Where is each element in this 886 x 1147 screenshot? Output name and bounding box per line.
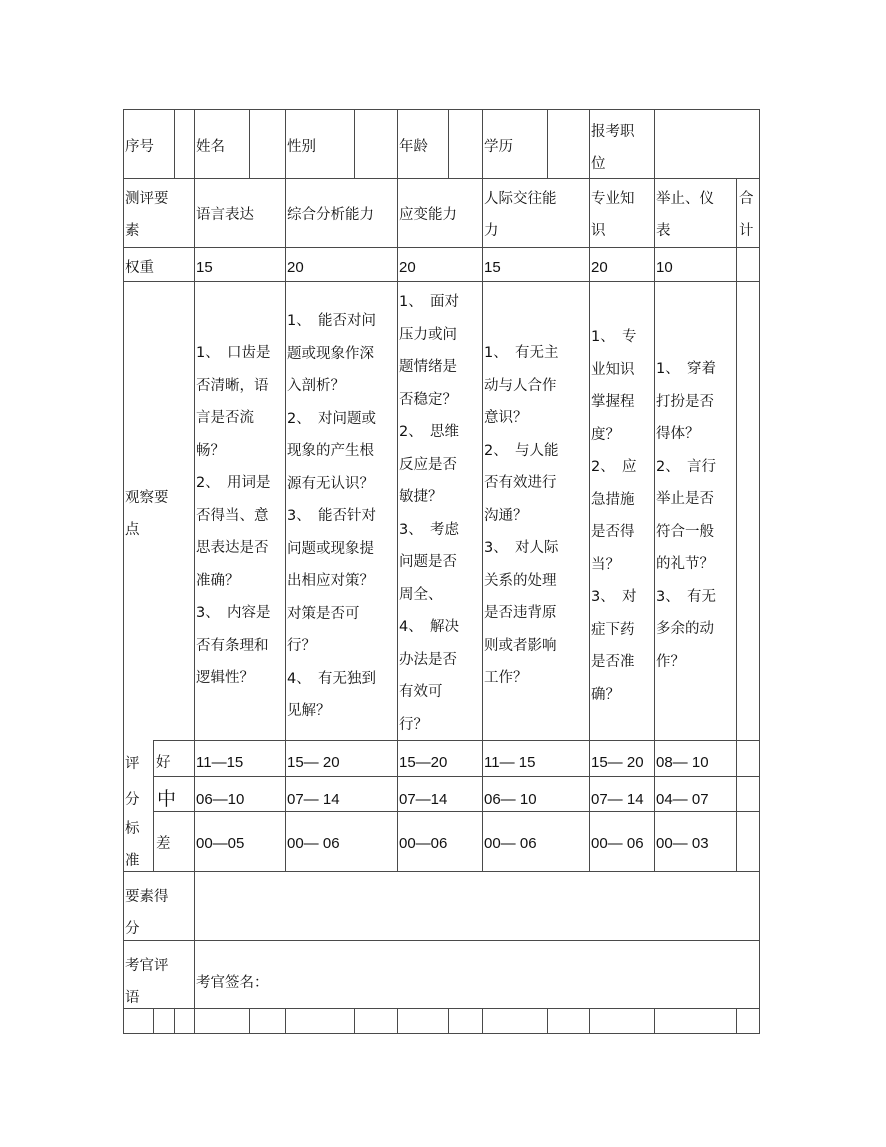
observation-line: 关系的处理: [484, 572, 557, 589]
element-professional: 专业知: [591, 191, 635, 207]
col-divider: [249, 1008, 250, 1033]
col-divider: [354, 1008, 355, 1033]
observation-line: 见解？: [287, 703, 331, 719]
observation-line: 打扮是否: [656, 393, 714, 410]
table-border-right: [759, 109, 760, 1033]
col-divider: [153, 740, 154, 871]
observation-line: 1、 有无主: [484, 345, 559, 361]
row-divider: [123, 178, 760, 179]
element-manner: 表: [656, 223, 671, 239]
score-medium-adapt: 07—14: [399, 791, 448, 808]
observation-line: 源有无认识？: [287, 475, 374, 492]
observation-line: 逻辑性？: [196, 670, 254, 686]
header-education: 学历: [484, 139, 513, 155]
observation-line: 得体？: [656, 426, 700, 442]
level-medium: 中: [157, 788, 177, 810]
observation-line: 度？: [591, 426, 620, 443]
header-name: 姓名: [196, 139, 225, 155]
weight-analysis: 20: [287, 259, 304, 276]
elements-label: 测评要: [125, 191, 169, 207]
observation-line: 出相应对策？: [287, 573, 374, 589]
col-divider: [249, 109, 250, 178]
observation-line: 动与人合作: [484, 377, 557, 394]
observation-line: 准确？: [196, 572, 240, 589]
observation-line: 的礼节？: [656, 556, 714, 572]
observation-line: 工作？: [484, 670, 528, 686]
col-divider: [285, 109, 286, 871]
observation-label: 点: [125, 522, 140, 538]
observation-line: 否有效进行: [484, 475, 557, 491]
row-divider: [123, 940, 760, 941]
observation-line: 业知识: [591, 361, 635, 378]
observation-line: 沟通？: [484, 507, 528, 524]
observation-label: 观察要: [125, 490, 169, 506]
score-medium-interpersonal: 06— 10: [484, 791, 537, 808]
observation-analysis: [287, 305, 376, 728]
observation-line: 反应是否: [399, 456, 457, 473]
observation-line: 1、 专: [591, 329, 637, 345]
col-divider: [448, 1008, 449, 1033]
observation-adapt: [399, 286, 459, 741]
col-divider: [654, 109, 655, 871]
weight-manner: 10: [656, 259, 673, 276]
header-position: 位: [591, 156, 606, 172]
col-divider: [397, 1008, 398, 1033]
header-age: 年龄: [399, 139, 428, 155]
scoring-label: 评: [125, 756, 140, 772]
col-divider: [448, 109, 449, 178]
observation-line: 办法是否: [399, 651, 457, 668]
score-good-analysis: 15— 20: [287, 754, 340, 771]
element-analysis: 综合分析能力: [287, 207, 374, 223]
observation-line: 1、 能否对问: [287, 313, 376, 329]
score-poor-analysis: 00— 06: [287, 835, 340, 852]
score-poor-adapt: 00—06: [399, 835, 448, 852]
observation-line: 对策是否可: [287, 605, 360, 622]
score-medium-professional: 07— 14: [591, 791, 644, 808]
observation-line: 周全、: [399, 586, 443, 603]
observation-line: 否得当、意: [196, 507, 269, 524]
observation-line: 行？: [399, 716, 428, 733]
scoring-label: 准: [125, 853, 140, 869]
col-divider: [654, 1008, 655, 1033]
observation-line: 是否违背原: [484, 605, 557, 621]
score-poor-language: 00—05: [196, 835, 245, 852]
observation-line: 入剖析？: [287, 378, 345, 394]
row-divider: [123, 1008, 760, 1009]
col-divider: [194, 109, 195, 1033]
observation-line: 是否准: [591, 654, 635, 670]
observation-line: 是否得: [591, 524, 635, 540]
col-divider: [397, 109, 398, 871]
observation-line: 急措施: [591, 491, 635, 508]
observation-line: 确？: [591, 686, 620, 703]
elements-label: 素: [125, 223, 140, 239]
observation-line: 2、 应: [591, 459, 637, 475]
observation-line: 多余的动: [656, 621, 714, 637]
col-divider: [547, 1008, 548, 1033]
observation-line: 当？: [591, 556, 620, 573]
element-total: 计: [739, 223, 754, 239]
observation-line: 2、 思维: [399, 424, 459, 440]
score-poor-professional: 00— 06: [591, 835, 644, 852]
col-divider: [174, 1008, 175, 1033]
observation-line: 作？: [656, 653, 685, 670]
observation-line: 畅？: [196, 442, 225, 459]
observation-line: 否清晰，语: [196, 377, 269, 394]
observation-line: 4、 解决: [399, 619, 459, 635]
observation-line: 掌握程: [591, 394, 635, 410]
observation-line: 意识？: [484, 410, 528, 426]
comment-label: 考官评: [125, 958, 169, 974]
table-border-bottom: [123, 1033, 760, 1034]
col-divider: [589, 1008, 590, 1033]
observation-line: 3、 内容是: [196, 605, 271, 621]
header-seq: 序号: [125, 139, 154, 155]
observation-line: 符合一般: [656, 523, 714, 540]
weight-adapt: 20: [399, 259, 416, 276]
score-medium-analysis: 07— 14: [287, 791, 340, 808]
table-border-left: [123, 109, 124, 1033]
scoring-label: 标: [125, 821, 140, 837]
row-divider: [123, 871, 760, 872]
observation-line: 症下药: [591, 621, 635, 638]
col-divider: [285, 1008, 286, 1033]
observation-line: 3、 能否针对: [287, 508, 376, 524]
header-gender: 性别: [287, 139, 316, 155]
weight-interpersonal: 15: [484, 259, 501, 276]
observation-line: 压力或问: [399, 326, 457, 343]
observation-line: 则或者影响: [484, 637, 557, 654]
observation-language: [196, 337, 270, 695]
weight-language: 15: [196, 259, 213, 276]
col-divider: [174, 109, 175, 178]
row-divider: [123, 247, 760, 248]
element-language: 语言表达: [196, 207, 254, 223]
observation-line: 4、 有无独到: [287, 670, 376, 687]
observation-line: 2、 言行: [656, 458, 716, 475]
level-poor: 差: [156, 836, 171, 852]
observation-line: 3、 有无: [656, 588, 716, 605]
comment-label: 语: [125, 990, 140, 1006]
element-total: 合: [739, 191, 754, 207]
element-adapt: 应变能力: [399, 207, 457, 223]
score-good-language: 11—15: [196, 754, 244, 771]
col-divider: [354, 109, 355, 178]
observation-line: 言是否流: [196, 410, 254, 426]
observation-line: 行？: [287, 638, 316, 654]
observation-line: 2、 用词是: [196, 475, 271, 491]
col-divider: [153, 1008, 154, 1033]
weight-label: 权重: [125, 260, 154, 276]
observation-line: 2、 与人能: [484, 442, 559, 459]
observation-line: 1、 面对: [399, 294, 459, 310]
observation-line: 2、 对问题或: [287, 410, 376, 427]
observation-line: 1、 穿着: [656, 361, 716, 377]
observation-line: 3、 对人际: [484, 540, 559, 556]
observation-line: 现象的产生根: [287, 443, 374, 459]
score-good-interpersonal: 11— 15: [484, 754, 536, 771]
observation-professional: [591, 321, 636, 711]
col-divider: [736, 1008, 737, 1033]
weight-professional: 20: [591, 259, 608, 276]
col-divider: [482, 109, 483, 871]
observation-line: 3、 对: [591, 589, 637, 605]
score-poor-manner: 00— 03: [656, 835, 709, 852]
element-score-label: 要素得: [125, 889, 169, 905]
observation-line: 敏捷？: [399, 489, 443, 505]
score-good-adapt: 15—20: [399, 754, 448, 771]
examiner-signature: 考官签名：: [196, 975, 269, 991]
element-interpersonal: 力: [484, 223, 499, 239]
observation-line: 否有条理和: [196, 637, 269, 654]
col-divider: [736, 178, 737, 871]
observation-line: 否稳定？: [399, 391, 457, 408]
scoring-label: 分: [125, 792, 140, 808]
observation-line: 题情绪是: [399, 359, 457, 375]
score-poor-interpersonal: 00— 06: [484, 835, 537, 852]
element-manner: 举止、仪: [656, 191, 714, 207]
observation-manner: [656, 353, 716, 678]
observation-interpersonal: [484, 337, 558, 695]
observation-line: 有效可: [399, 684, 443, 700]
element-score-label: 分: [125, 921, 140, 937]
score-good-professional: 15— 20: [591, 754, 644, 771]
observation-line: 题或现象作深: [287, 345, 374, 362]
header-position: 报考职: [591, 124, 635, 140]
observation-line: 举止是否: [656, 491, 714, 507]
level-good: 好: [156, 755, 171, 771]
observation-line: 思表达是否: [196, 540, 269, 556]
table-border-top: [123, 109, 760, 110]
element-interpersonal: 人际交往能: [484, 191, 557, 207]
score-good-manner: 08— 10: [656, 754, 709, 771]
col-divider: [589, 109, 590, 871]
observation-line: 1、 口齿是: [196, 345, 271, 361]
col-divider: [547, 109, 548, 178]
score-medium-manner: 04— 07: [656, 791, 709, 808]
observation-line: 问题是否: [399, 554, 457, 570]
observation-line: 3、 考虑: [399, 521, 459, 538]
element-professional: 识: [591, 223, 606, 239]
col-divider: [482, 1008, 483, 1033]
observation-line: 问题或现象提: [287, 540, 374, 557]
score-medium-language: 06—10: [196, 791, 245, 808]
